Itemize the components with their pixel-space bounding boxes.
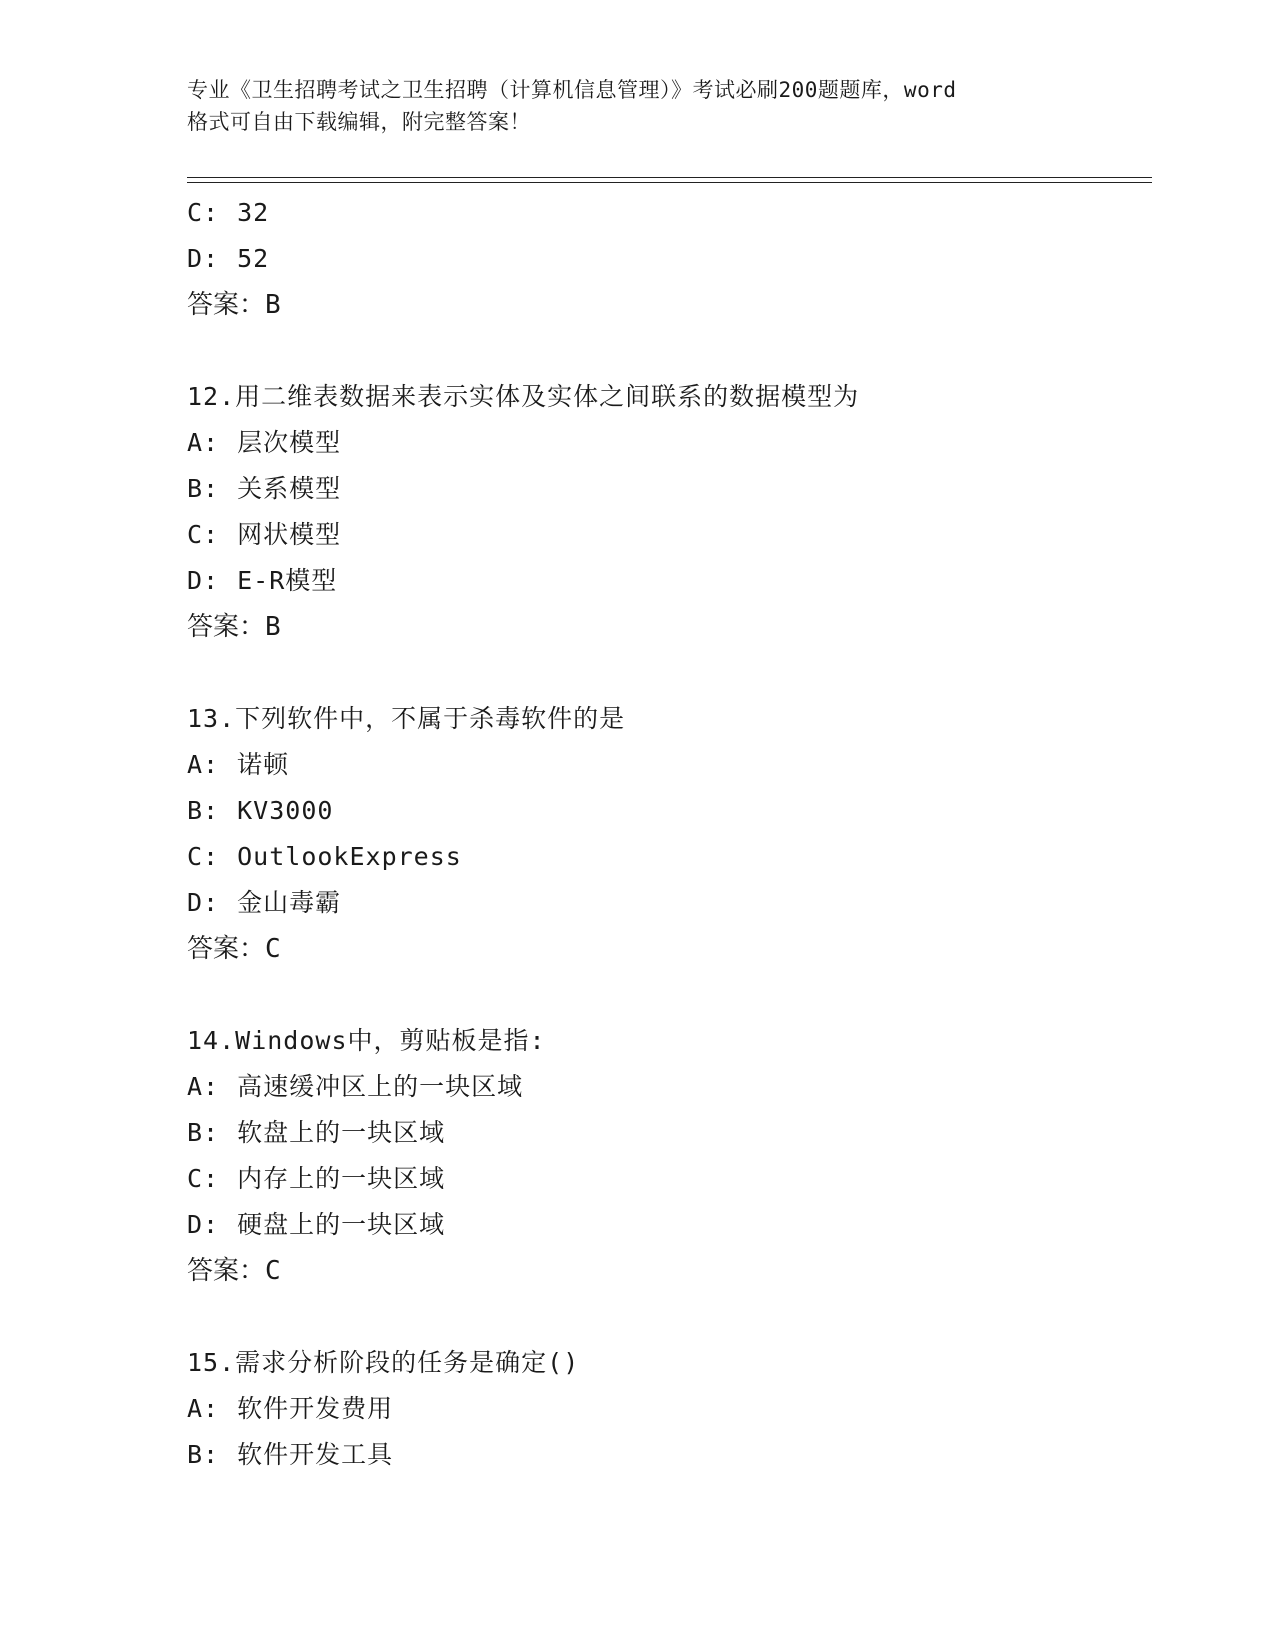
option-d <box>187 558 1147 604</box>
option-b <box>187 1110 1147 1156</box>
question-title: 14.Windows中，剪贴板是指: <box>187 1026 546 1055</box>
answer-label: 答案： <box>187 1256 266 1286</box>
option-text: 软盘上的一块区域 <box>237 1118 446 1147</box>
option-letter: B: <box>187 796 220 825</box>
header-title-line-1: 专业《卫生招聘考试之卫生招聘（计算机信息管理）》考试必刷200题题库，word <box>187 78 957 102</box>
question-title: 13.下列软件中，不属于杀毒软件的是 <box>187 704 626 733</box>
option-text: 关系模型 <box>237 474 342 503</box>
question-continued <box>187 190 1147 328</box>
option-letter: D: <box>187 1210 220 1239</box>
option-a <box>187 1064 1147 1110</box>
option-a <box>187 420 1147 466</box>
answer-value: C <box>265 934 281 964</box>
answer-line <box>187 926 1147 972</box>
option-text: 层次模型 <box>237 428 342 457</box>
option-letter: D: <box>187 566 220 595</box>
option-text: 高速缓冲区上的一块区域 <box>237 1072 524 1101</box>
option-text: 软件开发工具 <box>237 1440 394 1469</box>
answer-label: 答案： <box>187 612 266 642</box>
answer-label: 答案： <box>187 290 266 320</box>
header-divider-top <box>187 177 1152 178</box>
header-title-line-2: 格式可自由下载编辑，附完整答案！ <box>187 110 531 134</box>
option-b <box>187 1432 1147 1478</box>
option-c <box>187 512 1147 558</box>
option-letter: A: <box>187 428 220 457</box>
option-d <box>187 880 1147 926</box>
option-c <box>187 190 1147 236</box>
document-header <box>187 74 1107 138</box>
option-text: 软件开发费用 <box>237 1394 394 1423</box>
question-13 <box>187 696 1147 972</box>
option-text: 金山毒霸 <box>237 888 342 917</box>
question-12 <box>187 374 1147 650</box>
option-text: E-R模型 <box>237 566 338 595</box>
option-letter: B: <box>187 1118 220 1147</box>
option-letter: D: <box>187 244 220 273</box>
answer-value: B <box>265 290 281 320</box>
option-letter: C: <box>187 198 220 227</box>
option-text: 内存上的一块区域 <box>237 1164 446 1193</box>
answer-value: B <box>265 612 281 642</box>
answer-label: 答案： <box>187 934 266 964</box>
option-text: 网状模型 <box>237 520 342 549</box>
option-a <box>187 742 1147 788</box>
option-b <box>187 466 1147 512</box>
answer-line <box>187 604 1147 650</box>
answer-value: C <box>265 1256 281 1286</box>
option-letter: C: <box>187 842 220 871</box>
option-letter: B: <box>187 1440 220 1469</box>
option-letter: B: <box>187 474 220 503</box>
option-letter: C: <box>187 520 220 549</box>
option-letter: A: <box>187 1072 220 1101</box>
option-a <box>187 1386 1147 1432</box>
option-text: 32 <box>237 198 270 227</box>
question-14 <box>187 1018 1147 1294</box>
option-letter: A: <box>187 1394 220 1423</box>
option-d <box>187 1202 1147 1248</box>
question-title: 15.需求分析阶段的任务是确定() <box>187 1348 580 1377</box>
option-text: OutlookExpress <box>237 842 462 871</box>
option-c <box>187 1156 1147 1202</box>
answer-line <box>187 1248 1147 1294</box>
option-letter: C: <box>187 1164 220 1193</box>
option-b <box>187 788 1147 834</box>
option-text: KV3000 <box>237 796 334 825</box>
header-divider-bottom <box>187 182 1152 183</box>
option-letter: A: <box>187 750 220 779</box>
option-text: 52 <box>237 244 270 273</box>
question-title: 12.用二维表数据来表示实体及实体之间联系的数据模型为 <box>187 382 860 411</box>
question-list <box>187 190 1147 1478</box>
option-c <box>187 834 1147 880</box>
option-letter: D: <box>187 888 220 917</box>
question-15 <box>187 1340 1147 1478</box>
option-d <box>187 236 1147 282</box>
option-text: 诺顿 <box>237 750 290 779</box>
answer-line <box>187 282 1147 328</box>
option-text: 硬盘上的一块区域 <box>237 1210 446 1239</box>
